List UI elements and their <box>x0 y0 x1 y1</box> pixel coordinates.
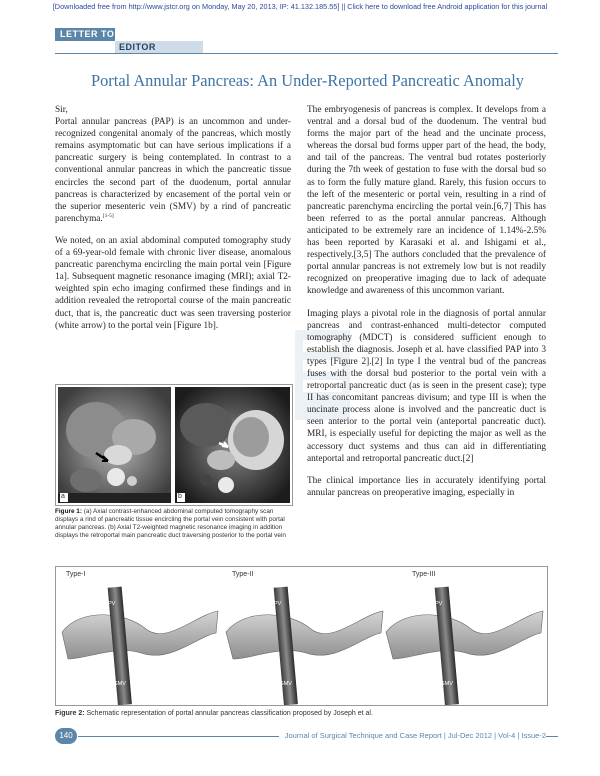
paragraph: We noted, on an axial abdominal computed tomography study of a 69-year-old female with chronic liver disease, anomalous pancreatic parenchyma encircling the main portal vein [Figure 1a]. Subsequent magnetic resonance imaging (MRI); axial T2-weighted spin echo imaging confirmed these findings and in addition revealed the retroportal course of the main pancreatic duct, that is, the pancreatic duct was seen traversing posterior (white arrow) to the portal vein [Figure 1b]. <box>55 235 291 331</box>
type-1-label: Type-I <box>66 571 86 578</box>
type-2-label: Type-II <box>232 571 254 578</box>
article-title: Portal Annular Pancreas: An Under-Reported Pancreatic Anomaly <box>91 71 524 90</box>
figure-2 <box>55 566 548 706</box>
header-rule <box>55 53 558 54</box>
figure-2-diagram <box>56 567 547 705</box>
schematic-type-2 <box>226 587 383 705</box>
panel-label-a: a <box>61 493 65 500</box>
panel-label-b: b <box>178 493 182 500</box>
right-column <box>307 104 546 499</box>
paragraph: The embryogenesis of pancreas is complex. It develops from a ventral and a dorsal bud of the duodenum. The ventral bud forms the major part of the head and the uncinate process, whereas the dorsal bud forms upper part of the head, the body, and tail of the pancreas. The ventral bud rotates posteriorly during the 7th week of gestation to fuse with the dorsal bud so as to form the fully mature gland. Rarely, this fusion occurs to the left of the mesenteric or portal vein, resulting in a rind of pancreatic parenchyma encircling the portal vein.[6,7] This has been referred to as the portal annular pancreas. Although anticipated to be extremely rare an incidence of 1.14%-2.5% has been reported by Karasaki et al. and Ishigami et al., respectively.[3,5] The authors concluded that the prevalence of portal annular pancreas is not extremely low but is not readily recognized on preoperative imaging due to lack of adequate knowledge and awareness of this uncommon variant. <box>307 105 546 297</box>
figure-2-caption-text: Schematic representation of portal annular pancreas classification proposed by Joseph et al. <box>86 710 373 717</box>
schematic-type-1 <box>62 587 218 705</box>
ct-scan-image <box>58 387 171 503</box>
pv-label: PV <box>435 601 443 607</box>
schematic-type-3 <box>386 587 543 705</box>
pv-label: PV <box>108 601 116 607</box>
citation: [1-5] <box>102 212 114 219</box>
download-notice-link[interactable]: [Downloaded free from http://www.jstcr.org on Monday, May 20, 2013, IP: 41.132.185.55] || Click here to download free Android application for this journal <box>52 2 548 11</box>
figure-1-caption-label: Figure 1: <box>55 508 82 515</box>
figure-1-caption <box>55 508 291 540</box>
type-3-label: Type-III <box>412 571 436 578</box>
left-column <box>55 104 291 342</box>
page-number: 140 <box>55 728 77 744</box>
smv-label: SMV <box>280 681 292 687</box>
figure-2-caption-label: Figure 2: <box>55 710 85 717</box>
paragraph: Portal annular pancreas (PAP) is an uncommon and under-recognized congenital anomaly of the pancreas, which mostly remains asymptomatic but can have serious implications if a pancreatic surgery is being contemplated. In contrast to a conventional annular pancreas in which the pancreatic tissue encircles the second part of the duodenum, portal annular pancreas is characterized by encasement of the portal vein or the superior mesenteric vein (SMV) by a rind of pancreatic parenchyma.[1-5] <box>55 117 291 224</box>
salutation: Sir, <box>55 105 68 115</box>
footer-journal: Journal of Surgical Technique and Case Report | Jul-Dec 2012 | Vol-4 | Issue-2 <box>279 731 546 740</box>
smv-label: SMV <box>114 681 126 687</box>
figure-1 <box>55 384 293 506</box>
pv-label: PV <box>274 601 282 607</box>
figure-2-caption <box>55 710 546 717</box>
section-label-line2: EDITOR <box>115 41 203 53</box>
mri-image <box>175 387 290 503</box>
section-label-line1: LETTER TO <box>55 28 115 41</box>
paragraph: Imaging plays a pivotal role in the diagnosis of portal annular pancreas and contrast-enhanced multi-detector computed tomography (MDCT) is considered sufficient enough to establish the diagnosis. Joseph et al. have classified PAP into 3 types [Figure 2].[2] In type I the ventral bud of the pancreas fuses with the dorsal bud posterior to the portal vein with a retroportal pancreatic duct (as is seen in the present case); type II has concomitant pancreas divisum; and type III is when the uncinate process alone is involved and the pancreatic duct is seen anterior to the portal vein (anteportal pancreatic duct). MRI, is especially useful for depicting the major as well as the accessory duct systems and thus can aid in differentiating anteportal and retroportal pancreatic duct.[2] <box>307 308 546 464</box>
figure-1-images <box>56 385 292 505</box>
paragraph: The clinical importance lies in accurately identifying portal annular pancreas on preoperative imaging, especially in <box>307 475 546 498</box>
figure-1-caption-text: (a) Axial contrast-enhanced abdominal computed tomography scan displays a rind of pancreatic tissue encircling the portal vein consistent with portal annular pancreas. (b) Axial T2-weighted magnetic resonance imaging in addition displays the retroportal main pancreatic duct traversing posterior to the portal vein <box>55 508 286 539</box>
smv-label: SMV <box>441 681 453 687</box>
